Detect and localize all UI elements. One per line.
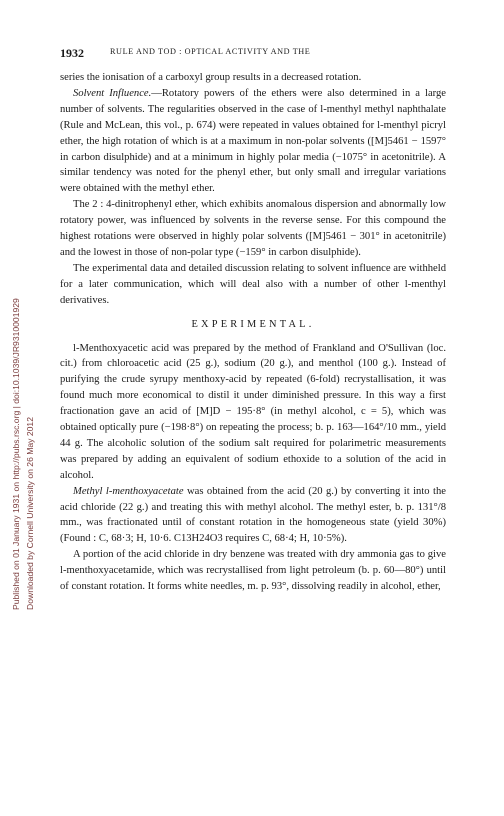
- paragraph-menthoxyacetic-acid: l-Menthoxyacetic acid was prepared by the method of Frankland and O'Sullivan (loc. cit.) from chloroacetic acid (25 g.), sodium (20 g.), and menthol (100 g.). Instead of purifying the crude syrupy menthoxy-acid by repeated (6-fold) recrystallisation, it was found much more economical to distil it under diminished pressure. In this way a first fractionation gave an acid of [M]D − 195·8° (in methyl alcohol, c = 5), which was obtained optically pure (−198·8°) on repeating the process; b. p. 163—164°/10 mm., yield 44 g. The alcoholic solution of the sodium salt required for polarimetric measurements was prepared by adding an equivalent of sodium ethoxide to a solution of the acid in alcohol.: [60, 342, 446, 481]
- article-body: [60, 70, 446, 595]
- download-note: Downloaded by Cornell University on 26 May 2012: [25, 417, 35, 610]
- paragraph-dinitrophenyl: The 2 : 4-dinitrophenyl ether, which exhibits anomalous dispersion and abnormally low rotatory power, was influenced by solvents in the reverse sense. For this compound the highest rotations were observed in highly polar solvents ([M]5461 − 301° in acetonitrile) and the lowest in those of non-polar type (−159° in carbon disulphide).: [60, 199, 446, 258]
- page-number: 1932: [60, 46, 84, 60]
- solvent-influence-heading: Solvent Influence.: [73, 87, 152, 99]
- paragraph-ionisation: series the ionisation of a carboxyl group results in a decreased rotation.: [60, 72, 362, 83]
- publication-watermark: [8, 150, 24, 610]
- publication-note: Published on 01 January 1931 on http://pubs.rsc.org | doi:10.1039/JR9310001929: [11, 298, 21, 610]
- download-watermark: [22, 150, 38, 610]
- solvent-influence-text: —Rotatory powers of the ethers were also determined in a large number of solvents. The regularities observed in the case of l-menthyl methyl naphthalate (Rule and McLean, this vol., p. 674) were repeated in values obtained for l-menthyl picryl ether, the high rotation of which is at a maximum in non-polar solvents ([M]5461 − 1597° in carbon disulphide) and at a minimum in highly polar media (−1075° in acetonitrile). A similar tendency was noted for the phenyl ether, but only small and irregular variations were obtained with the methyl ether.: [60, 87, 447, 195]
- page-header: [60, 46, 444, 60]
- section-heading-experimental: EXPERIMENTAL.: [191, 318, 315, 330]
- paragraph-methyl-ester: [60, 484, 446, 548]
- methyl-ester-text: was obtained from the acid (20 g.) by converting it into the acid chloride (22 g.) and treating this with methyl alcohol. The methyl ester, b. p. 131°/8 mm., was fractionated until of constant rotation in the homogeneous state (yield 30%) (Found : C, 68·3; H, 10·6. C13H24O3 requires C, 68·4; H, 10·5%).: [60, 485, 446, 545]
- methyl-ester-heading: Methyl l-menthoxyacetate: [73, 485, 184, 497]
- paragraph-amide: A portion of the acid chloride in dry benzene was treated with dry ammonia gas to give l-menthoxyacetamide, which was recrystallised from light petroleum (b. p. 60—80°) until of constant rotation. It forms white needles, m. p. 93°, dissolving readily in alcohol, ether,: [60, 549, 446, 593]
- running-title: RULE AND TOD : OPTICAL ACTIVITY AND THE: [110, 47, 311, 56]
- paragraph-solvent-influence: [60, 86, 446, 197]
- paragraph-data-withheld: The experimental data and detailed discussion relating to solvent influence are withheld for a later communication, which will deal also with a number of other l-menthyl derivatives.: [60, 262, 446, 306]
